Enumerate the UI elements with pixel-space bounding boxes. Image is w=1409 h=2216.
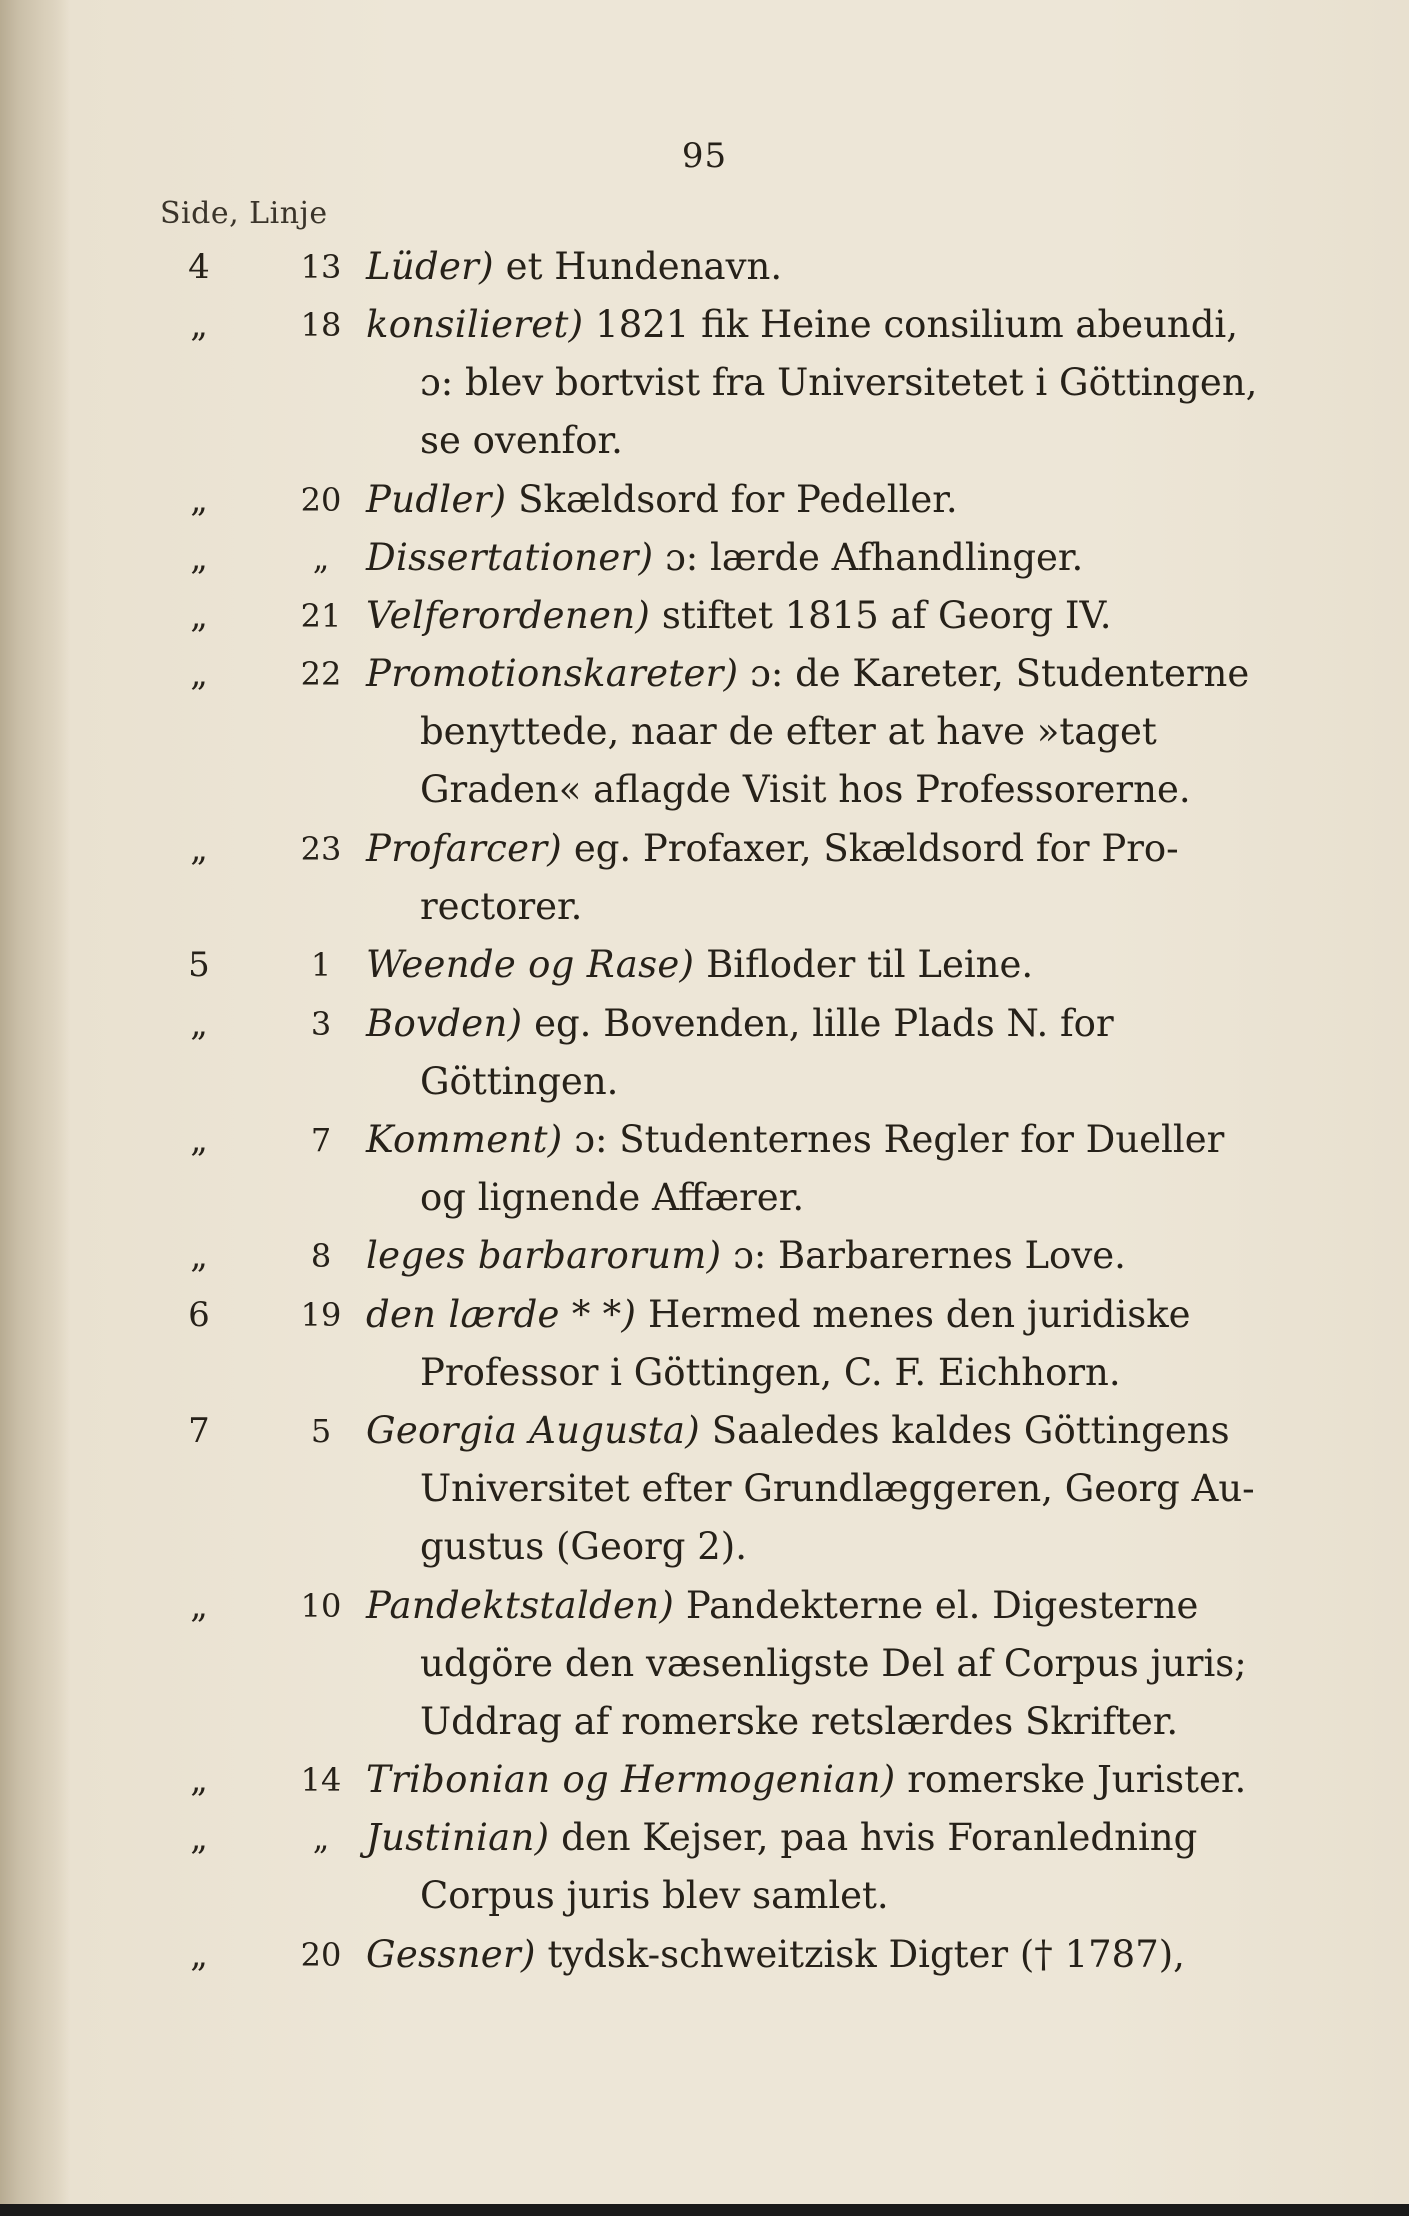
side-number: „ (190, 479, 208, 520)
note-term: konsilieret) (366, 303, 584, 347)
note-line-text: Hermed menes den juridiske (647, 1292, 1191, 1336)
note-continuation-line (366, 1053, 1262, 1111)
note-line-text: eg. Profaxer, Skældsord for Pro- (573, 827, 1179, 870)
note-first-line (366, 1111, 1262, 1169)
note-line-text: ɔ: Barbarernes Love. (733, 1234, 1126, 1278)
note-text (366, 1286, 1262, 1402)
note-line-text: rectorer. (420, 885, 583, 928)
note-text (366, 1751, 1262, 1809)
line-number: „ (312, 539, 330, 577)
note-line-text: Uddrag af romerske retslærdes Skrifter. (420, 1699, 1179, 1743)
side-number: „ (190, 1003, 208, 1044)
line-number: 22 (300, 655, 342, 694)
note-continuation-line (366, 1169, 1262, 1227)
note-text (366, 1926, 1262, 1984)
line-number: 7 (310, 1121, 332, 1159)
note-continuation-line (366, 1693, 1262, 1751)
note-line-text: gustus (Georg 2). (420, 1525, 747, 1568)
note-text (366, 936, 1262, 994)
note-first-line (366, 471, 1262, 529)
side-number: „ (190, 538, 208, 578)
note-term: Lüder) (366, 245, 494, 288)
line-number: 1 (310, 946, 332, 985)
note-line-text: Universitet efter Grundlæggeren, Georg Au- (420, 1467, 1255, 1510)
line-number: 18 (300, 306, 342, 345)
note-text (366, 587, 1262, 645)
note-first-line (366, 645, 1262, 703)
note-line-text: ɔ: blev bortvist fra Universitetet i Göttingen, (420, 361, 1258, 405)
note-term: Georgia Augusta) (366, 1409, 700, 1452)
note-line-text: Pandekterne el. Digesterne (685, 1583, 1199, 1627)
note-line-text: Corpus juris blev samlet. (420, 1874, 889, 1918)
note-line-text: ɔ: de Kareter, Studenterne (750, 652, 1250, 696)
note-line-text: ɔ: Studenternes Regler for Dueller (574, 1118, 1225, 1161)
note-continuation-line (366, 1344, 1262, 1402)
note-line-text: 1821 fik Heine consilium abeundi, (595, 303, 1239, 347)
note-text (366, 1809, 1262, 1925)
note-first-line (366, 995, 1262, 1053)
note-line-text: Skældsord for Pedeller. (518, 477, 958, 521)
note-first-line (366, 1577, 1262, 1635)
note-line-text: Graden« aflagde Visit hos Professorerne. (420, 768, 1191, 812)
note-term: Komment) (366, 1118, 563, 1161)
note-continuation-line (366, 703, 1262, 761)
note-term: Promotionskareter) (366, 652, 739, 696)
note-first-line (366, 1751, 1262, 1809)
note-term: Pandektstalden) (366, 1583, 675, 1627)
note-term: Pudler) (366, 477, 507, 521)
line-number: 23 (300, 830, 342, 868)
scan-edge (0, 2204, 1409, 2216)
note-line-text: se ovenfor. (420, 419, 623, 463)
note-line-text: Göttingen. (420, 1059, 619, 1103)
page-number: 95 (681, 136, 728, 176)
line-number: 5 (310, 1412, 332, 1450)
line-number: 10 (300, 1586, 342, 1625)
line-number: „ (312, 1819, 330, 1858)
side-number: „ (190, 1760, 208, 1801)
note-term: Gessner) (366, 1932, 536, 1976)
note-line-text: tydsk-schweitzisk Digter († 1787), (547, 1932, 1185, 1976)
note-continuation-line (366, 1518, 1262, 1576)
note-term: Weende og Rase) (366, 943, 695, 987)
note-first-line (366, 238, 1262, 296)
note-line-text: Saaledes kaldes Göttingens (711, 1409, 1230, 1452)
side-number: „ (190, 1818, 208, 1859)
side-number: „ (190, 305, 208, 346)
side-number: „ (190, 1934, 208, 1975)
note-line-text: benyttede, naar de efter at have »taget (420, 710, 1157, 754)
side-number: „ (190, 654, 208, 695)
note-text (366, 238, 1262, 296)
note-line-text: eg. Bovenden, lille Plads N. for (534, 1001, 1114, 1045)
side-number: 6 (188, 1294, 210, 1335)
note-term: Velferordenen) (366, 594, 651, 638)
note-line-text: romerske Jurister. (907, 1758, 1247, 1802)
side-number: „ (190, 1585, 208, 1626)
note-text (366, 1402, 1262, 1576)
side-number: „ (190, 596, 208, 637)
note-first-line (366, 936, 1262, 994)
note-term: Tribonian og Hermogenian) (366, 1758, 896, 1802)
note-line-text: Bifloder til Leine. (706, 943, 1034, 987)
note-continuation-line (366, 412, 1262, 470)
note-first-line (366, 820, 1262, 878)
note-text (366, 820, 1262, 936)
note-term: Dissertationer) (366, 536, 654, 579)
note-text (366, 995, 1262, 1111)
note-term: leges barbarorum) (366, 1234, 722, 1278)
note-first-line (366, 587, 1262, 645)
note-text (366, 1111, 1262, 1227)
note-line-text: et Hundenavn. (505, 245, 783, 288)
side-number: „ (190, 1236, 208, 1277)
note-first-line (366, 529, 1262, 587)
line-number: 13 (300, 248, 342, 286)
note-line-text: stiftet 1815 af Georg IV. (661, 594, 1112, 638)
note-term: Justinian) (366, 1816, 550, 1860)
note-continuation-line (366, 1867, 1262, 1925)
note-line-text: udgöre den væsenligste Del af Corpus juris; (420, 1641, 1247, 1685)
note-text (366, 296, 1262, 470)
note-first-line (366, 1926, 1262, 1984)
line-number: 20 (300, 480, 342, 519)
side-number: „ (190, 829, 208, 869)
note-term: Profarcer) (366, 827, 563, 870)
note-text (366, 645, 1262, 819)
note-text (366, 1227, 1262, 1285)
note-text (366, 471, 1262, 529)
line-number: 19 (300, 1295, 342, 1334)
line-number: 14 (300, 1761, 342, 1800)
note-continuation-line (366, 354, 1262, 412)
note-first-line (366, 296, 1262, 354)
note-first-line (366, 1809, 1262, 1867)
note-first-line (366, 1286, 1262, 1344)
note-continuation-line (366, 878, 1262, 936)
note-term: den lærde * *) (366, 1292, 637, 1336)
note-first-line (366, 1227, 1262, 1285)
side-number: 4 (188, 247, 210, 287)
note-first-line (366, 1402, 1262, 1460)
note-line-text: og lignende Affærer. (420, 1176, 805, 1219)
note-continuation-line (366, 1635, 1262, 1693)
line-number: 3 (310, 1004, 332, 1043)
note-text (366, 529, 1262, 587)
side-number: 7 (188, 1411, 210, 1451)
line-number: 8 (310, 1237, 332, 1276)
note-line-text: den Kejser, paa hvis Foranledning (561, 1816, 1198, 1860)
side-number: „ (190, 1120, 208, 1160)
line-number: 20 (300, 1935, 342, 1974)
line-number: 21 (300, 597, 342, 636)
note-line-text: Professor i Göttingen, C. F. Eichhorn. (420, 1350, 1121, 1394)
note-continuation-line (366, 1460, 1262, 1518)
note-line-text: ɔ: lærde Afhandlinger. (665, 536, 1084, 579)
book-spine-shadow (0, 0, 70, 2216)
column-header: Side, Linje (160, 196, 328, 231)
note-text (366, 1577, 1262, 1751)
note-continuation-line (366, 761, 1262, 819)
note-term: Bovden) (366, 1001, 523, 1045)
side-number: 5 (188, 945, 210, 986)
